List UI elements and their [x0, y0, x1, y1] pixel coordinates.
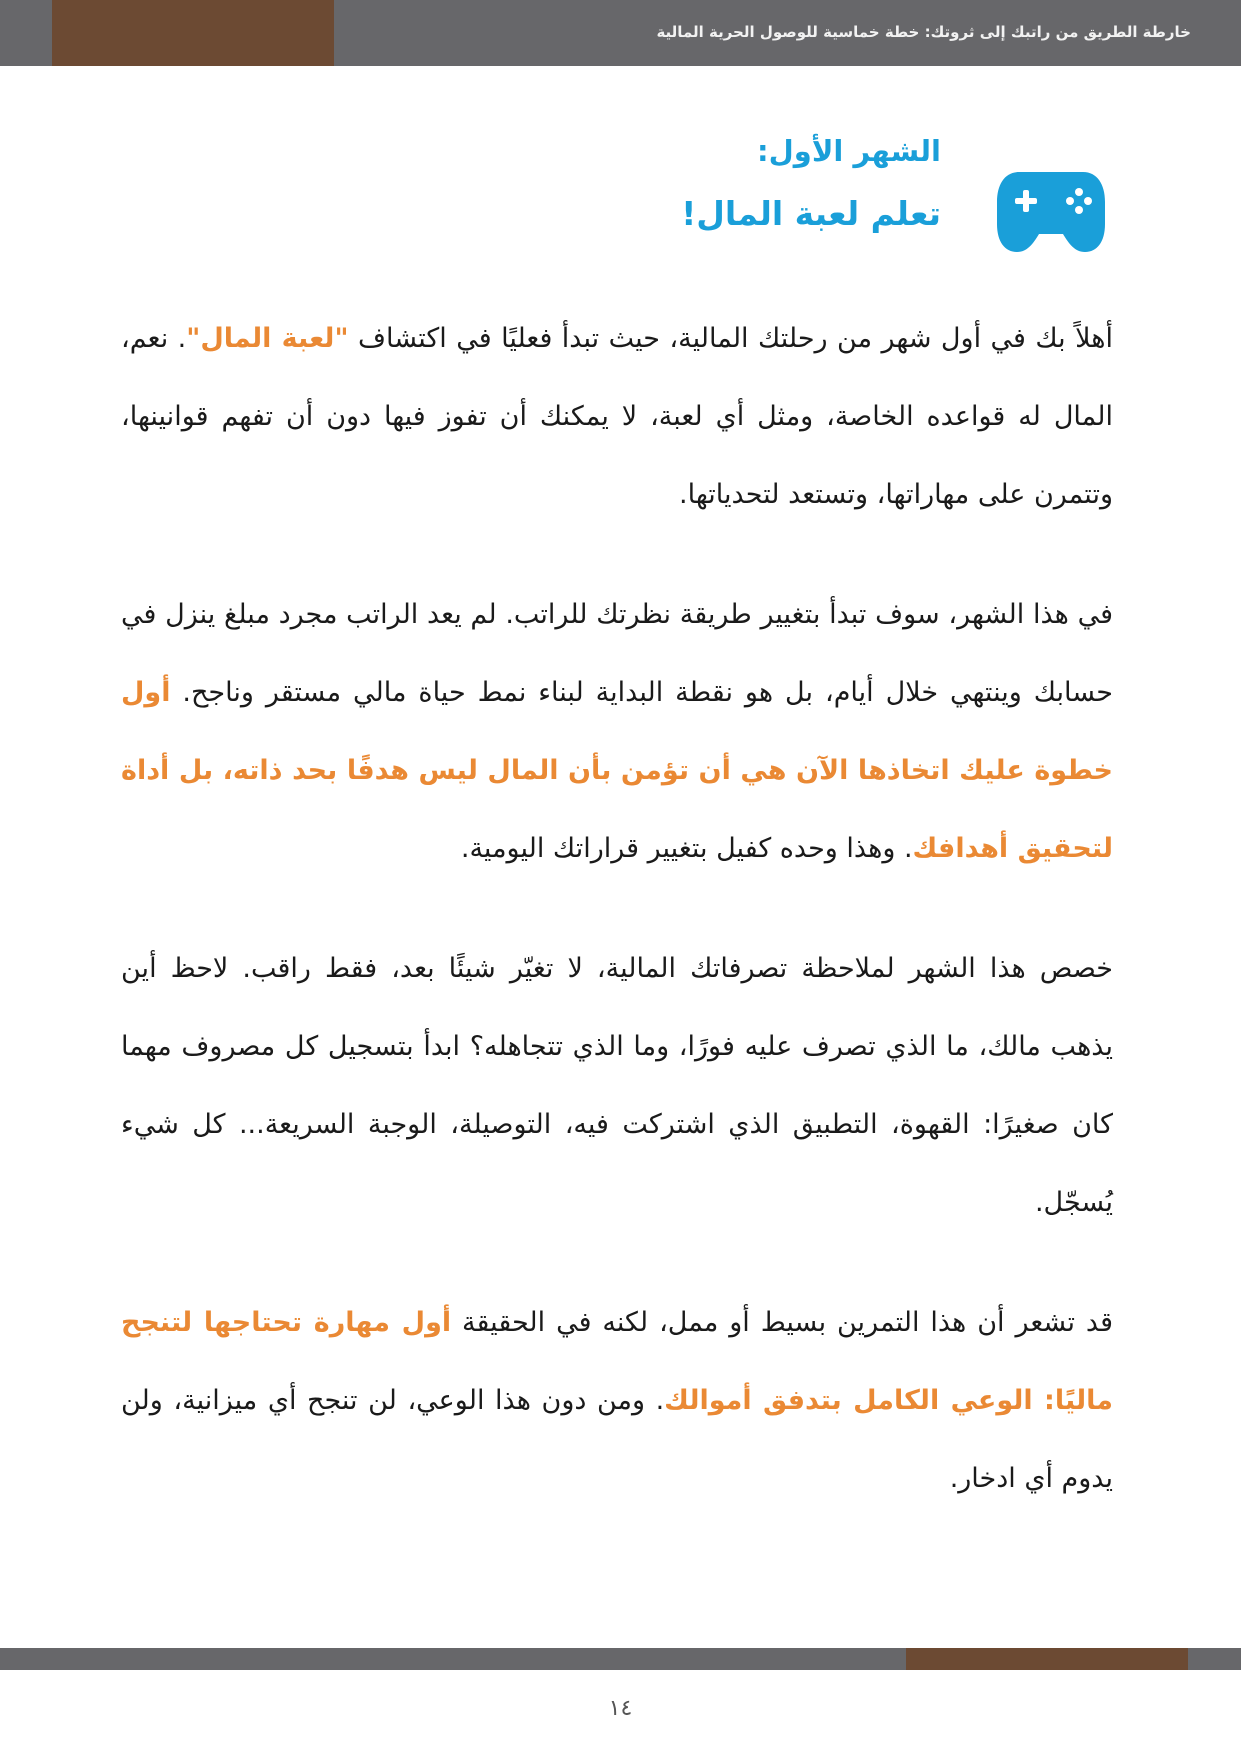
section-heading-title: تعلم لعبة المال!: [681, 194, 941, 233]
header-accent-block: [52, 0, 334, 66]
paragraph-text: . نعم، المال له قواعده الخاصة، ومثل أي لعبة، لا يمكنك أن تفوز فيها دون أن تفهم قوانينها، وتتمرن على مهاراتها، وتستعد لتحدياتها.: [121, 323, 1113, 510]
footer-accent-block: [906, 1648, 1188, 1670]
paragraph-text: . ومن دون هذا الوعي، لن تنجح أي ميزانية، ولن يدوم أي ادخار.: [121, 1385, 1113, 1494]
paragraph-text: . وهذا وحده كفيل بتغيير قراراتك اليومية.: [460, 833, 913, 864]
page-number: ١٤: [608, 1696, 633, 1721]
gamepad-icon: [991, 152, 1111, 262]
paragraph-1: [121, 300, 1113, 534]
body-content: [121, 300, 1113, 1560]
paragraph-2: [121, 576, 1113, 888]
running-header-title: خارطة الطريق من راتبك إلى ثروتك: خطة خماسية للوصول الحرية المالية: [656, 23, 1191, 41]
highlight-text: "لعبة المال": [186, 323, 349, 354]
paragraph-4: [121, 1284, 1113, 1518]
highlight-text: أول مهارة تحتاجها لتنجح ماليًا: الوعي الكامل بتدفق أموالك: [121, 1307, 1113, 1416]
paragraph-3: [121, 930, 1113, 1242]
paragraph-text: خصص هذا الشهر لملاحظة تصرفاتك المالية، لا تغيّر شيئًا بعد، فقط راقب. لاحظ أين يذهب مالك، ما الذي تصرف عليه فورًا، وما الذي تتجاهله؟ ابدأ بتسجيل كل مصروف مهما كان صغيرًا: القهوة، التطبيق الذي اشتركت فيه، التوصيلة، الوجبة السريعة... كل شيء يُسجّل.: [121, 953, 1113, 1218]
paragraph-text: أهلاً بك في أول شهر من رحلتك المالية، حيث تبدأ فعليًا في اكتشاف: [348, 323, 1113, 354]
paragraph-text: في هذا الشهر، سوف تبدأ بتغيير طريقة نظرتك للراتب. لم يعد الراتب مجرد مبلغ ينزل في حسابك وينتهي خلال أيام، بل هو نقطة البداية لبناء نمط حياة مالي مستقر وناجح.: [121, 599, 1113, 708]
section-heading-month: الشهر الأول:: [757, 134, 941, 168]
highlight-text: أول خطوة عليك اتخاذها الآن هي أن تؤمن بأن المال ليس هدفًا بحد ذاته، بل أداة لتحقيق أهدافك: [121, 677, 1113, 864]
paragraph-text: قد تشعر أن هذا التمرين بسيط أو ممل، لكنه في الحقيقة: [451, 1307, 1113, 1338]
